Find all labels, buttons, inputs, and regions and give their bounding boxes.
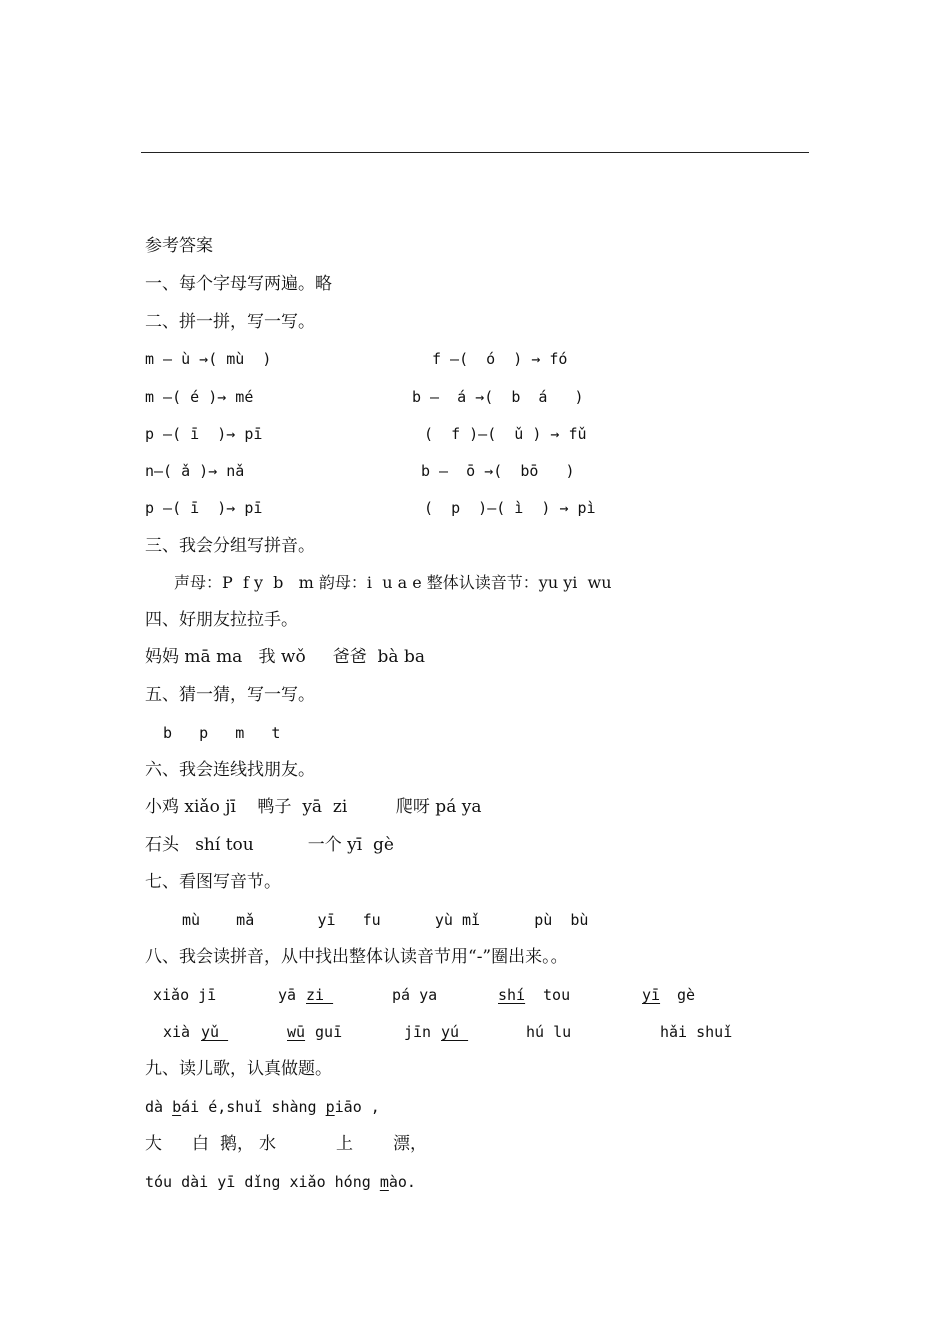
s2-row-5-right: ( p )—( ì ) → pì — [424, 499, 596, 517]
s8-r2-w7: hú lu — [526, 1023, 572, 1041]
s8-r1-w4: pá ya — [392, 986, 438, 1004]
s9-pinyin-line-1 — [145, 1096, 380, 1118]
s9-p1-mark-p: p — [325, 1098, 335, 1116]
s9-p2-mark-m: m — [379, 1173, 389, 1191]
s9-char-shui: 水 — [259, 1134, 276, 1154]
section-4-line: 妈妈 mā ma 我 wǒ 爸爸 bà ba — [145, 647, 425, 667]
section-1: 一、每个字母写两遍。略 — [145, 274, 332, 294]
section-6-line-2: 石头 shí tou 一个 yī gè — [145, 835, 394, 855]
s2-row-5-left: p —( ī )→ pī — [145, 499, 263, 517]
s8-r1-w7: yī — [642, 986, 661, 1004]
s8-r2-w4: guī — [306, 1023, 343, 1041]
s9-p1-seg: ái é,shuǐ shàng — [181, 1098, 326, 1116]
s2-row-4-left: n—( ǎ )→ nǎ — [145, 462, 245, 480]
s2-row-1-right: f —( ó ) → fó — [432, 350, 568, 368]
section-3-line: 声母：P f y b m 韵母：i u a e 整体认读音节：yu yi wu — [174, 573, 612, 592]
s9-p2-seg: tóu dài yī dǐng xiǎo hóng — [145, 1173, 380, 1191]
s8-r2-w1: xià — [163, 1023, 200, 1041]
s8-r2-w3: wū — [287, 1023, 306, 1041]
s8-r2-w5: jīn — [404, 1023, 441, 1041]
section-4-title: 四、好朋友拉拉手。 — [145, 610, 298, 630]
section-5-line: b p m t — [163, 724, 281, 742]
s9-p2-seg: ào. — [388, 1173, 416, 1191]
s9-char-piao: 漂， — [393, 1134, 427, 1154]
header-rule — [141, 152, 809, 153]
s9-char-e: 鹅， — [220, 1134, 254, 1154]
section-7-title: 七、看图写音节。 — [145, 872, 281, 892]
s9-char-bai: 白 — [192, 1134, 209, 1154]
s9-p1-seg: iāo , — [334, 1098, 380, 1116]
s8-r1-w3: zi — [306, 986, 334, 1004]
s8-r1-w2: yā — [278, 986, 306, 1004]
s9-char-da: 大 — [145, 1134, 162, 1154]
s9-char-shang: 上 — [336, 1134, 353, 1154]
s2-row-1-left: m — ù →( mù ) — [145, 350, 272, 368]
section-6-title: 六、我会连线找朋友。 — [145, 760, 315, 780]
s2-row-3-left: p —( ī )→ pī — [145, 425, 263, 443]
s8-r2-w6: yú — [441, 1023, 469, 1041]
s2-row-2-right: b — á →( b á ) — [412, 388, 584, 406]
s9-p1-seg: dà — [145, 1098, 173, 1116]
section-7-line: mù mǎ yī fu yù mǐ pù bù — [182, 911, 589, 929]
s2-row-3-right: ( f )—( ǔ ) → fǔ — [424, 425, 587, 443]
s9-pinyin-line-2 — [145, 1171, 416, 1193]
section-2-title: 二、拼一拼，写一写。 — [145, 312, 315, 332]
s8-r1-w5: shí — [498, 986, 526, 1004]
section-6-line-1: 小鸡 xiǎo jī 鸭子 yā zi 爬呀 pá ya — [145, 797, 482, 817]
s8-r1-w6: tou — [534, 986, 571, 1004]
s2-row-4-right: b — ō →( bō ) — [421, 462, 575, 480]
answers-title: 参考答案 — [145, 236, 213, 256]
section-9-title: 九、读儿歌，认真做题。 — [145, 1059, 332, 1079]
s8-r2-w8: hǎi shuǐ — [660, 1023, 733, 1041]
s2-row-2-left: m —( é )→ mé — [145, 388, 254, 406]
s8-r1-w8: gè — [668, 986, 696, 1004]
s8-r2-w2: yǔ — [201, 1023, 229, 1041]
section-5-title: 五、猜一猜，写一写。 — [145, 685, 315, 705]
section-8-title: 八、我会读拼音，从中找出整体认读音节用“-”圈出来。。 — [145, 947, 568, 967]
section-3-title: 三、我会分组写拼音。 — [145, 536, 315, 556]
s9-p1-mark-b: b — [172, 1098, 182, 1116]
s8-r1-w1: xiǎo jī — [153, 986, 217, 1004]
